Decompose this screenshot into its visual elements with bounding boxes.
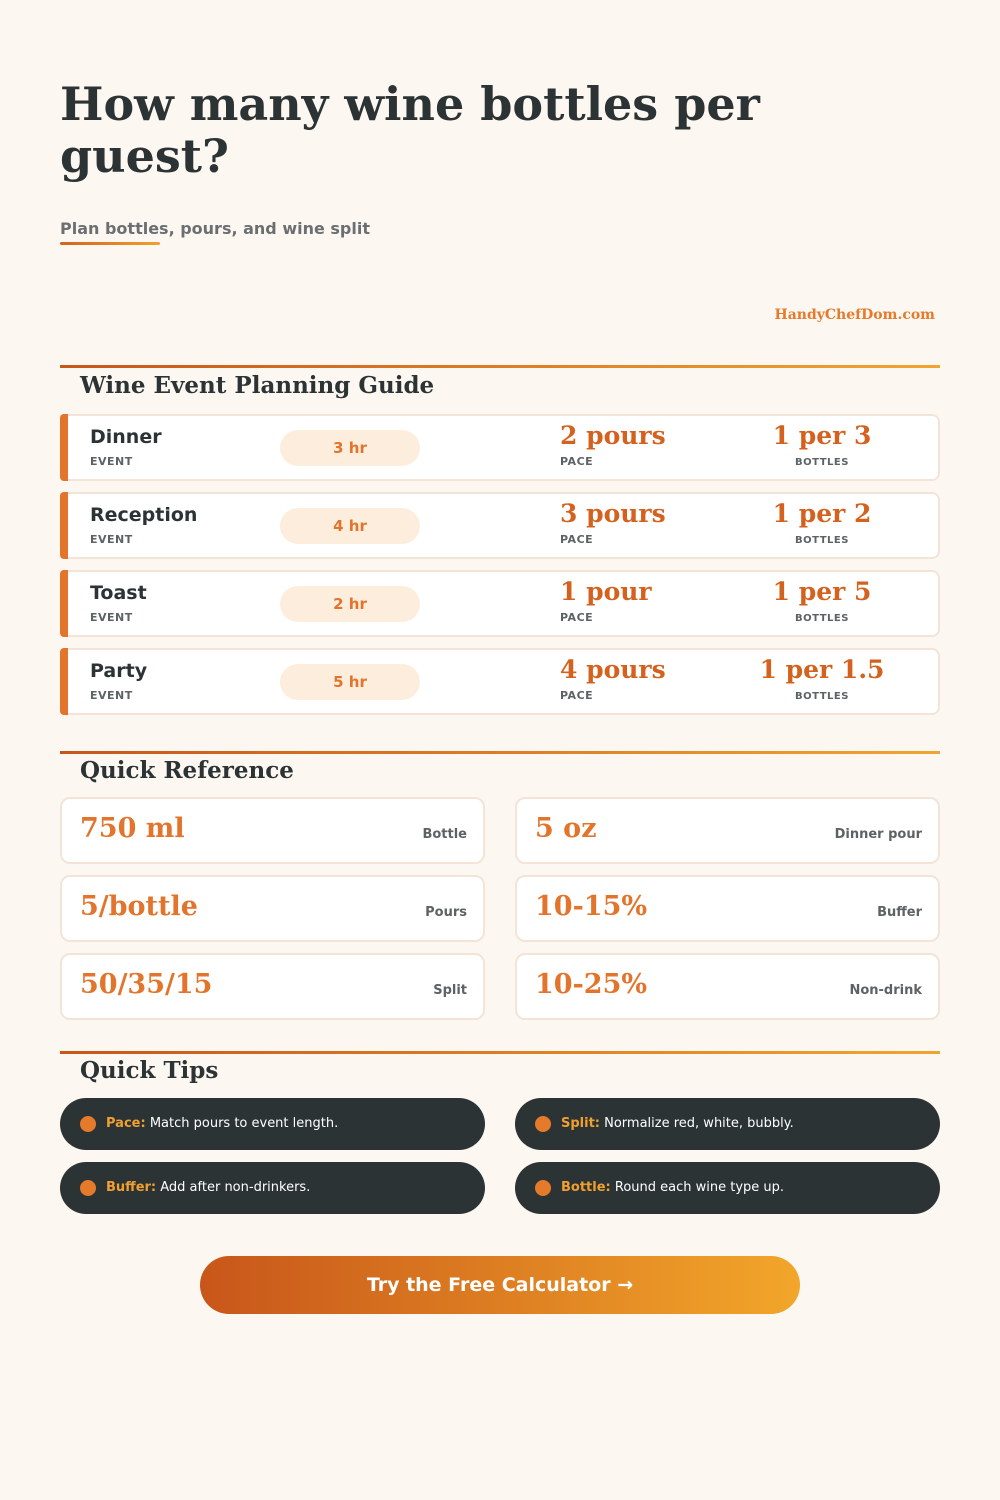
event-name: Reception [90, 504, 198, 526]
tip-body: Normalize red, white, bubbly. [600, 1116, 794, 1131]
tip-text [561, 1116, 794, 1131]
pace-value: 2 pours [560, 421, 666, 450]
bottles-label: BOTTLES [795, 691, 849, 702]
bottles-value: 1 per 1.5 [759, 655, 885, 684]
duration-pill: 3 hr [280, 430, 420, 466]
reference-label: Bottle [422, 827, 467, 842]
pace-label: PACE [560, 689, 594, 702]
bottles-value: 1 per 3 [772, 421, 872, 450]
reference-card [60, 953, 485, 1020]
duration-pill: 2 hr [280, 586, 420, 622]
section-divider [60, 1051, 940, 1054]
reference-value: 5/bottle [80, 891, 198, 922]
page-subtitle: Plan bottles, pours, and wine split [60, 219, 370, 238]
bullet-dot-icon [80, 1116, 96, 1132]
tip-key: Buffer: [106, 1180, 157, 1195]
row-accent [60, 648, 68, 715]
reference-label: Dinner pour [834, 827, 922, 842]
event-row-party [60, 648, 940, 715]
duration-pill: 5 hr [280, 664, 420, 700]
section-divider [60, 751, 940, 754]
tip-key: Pace: [106, 1116, 146, 1131]
reference-value: 750 ml [80, 813, 185, 844]
reference-card [515, 953, 940, 1020]
row-accent [60, 414, 68, 481]
reference-value: 10-15% [535, 891, 648, 922]
pace-label: PACE [560, 611, 594, 624]
tip-card [60, 1098, 485, 1150]
calculator-cta-button[interactable]: Try the Free Calculator → [200, 1256, 800, 1314]
tip-body: Add after non-drinkers. [156, 1180, 311, 1195]
event-label: EVENT [90, 689, 133, 702]
event-label: EVENT [90, 611, 133, 624]
tip-key: Split: [561, 1116, 600, 1131]
bottles-label: BOTTLES [795, 535, 849, 546]
duration-pill: 4 hr [280, 508, 420, 544]
reference-value: 50/35/15 [80, 969, 213, 1000]
pace-value: 1 pour [560, 577, 652, 606]
tip-key: Bottle: [561, 1180, 611, 1195]
reference-label: Pours [425, 905, 467, 920]
reference-card [60, 797, 485, 864]
reference-card [60, 875, 485, 942]
event-row-toast [60, 570, 940, 637]
section-divider [60, 365, 940, 368]
tip-card [60, 1162, 485, 1214]
reference-card [515, 797, 940, 864]
bottles-value: 1 per 5 [772, 577, 872, 606]
pace-value: 3 pours [560, 499, 666, 528]
tip-text [106, 1180, 310, 1195]
row-accent [60, 492, 68, 559]
bullet-dot-icon [80, 1180, 96, 1196]
reference-label: Split [433, 983, 467, 998]
brand-link[interactable]: HandyChefDom.com [774, 307, 935, 323]
bottles-value: 1 per 2 [772, 499, 872, 528]
tip-card [515, 1098, 940, 1150]
tip-body: Round each wine type up. [610, 1180, 785, 1195]
reference-value: 10-25% [535, 969, 648, 1000]
event-name: Toast [90, 582, 147, 604]
reference-label: Non-drink [849, 983, 922, 998]
reference-card [515, 875, 940, 942]
tip-text [106, 1116, 338, 1131]
subtitle-underline [60, 242, 160, 245]
pace-label: PACE [560, 455, 594, 468]
event-label: EVENT [90, 455, 133, 468]
event-row-dinner [60, 414, 940, 481]
reference-value: 5 oz [535, 813, 597, 844]
row-accent [60, 570, 68, 637]
event-name: Party [90, 660, 148, 682]
tip-card [515, 1162, 940, 1214]
tip-text [561, 1180, 784, 1195]
bottles-label: BOTTLES [795, 613, 849, 624]
bullet-dot-icon [535, 1116, 551, 1132]
event-row-reception [60, 492, 940, 559]
planning-title: Wine Event Planning Guide [80, 372, 435, 399]
tips-title: Quick Tips [80, 1057, 219, 1084]
pace-label: PACE [560, 533, 594, 546]
event-label: EVENT [90, 533, 133, 546]
bottles-label: BOTTLES [795, 457, 849, 468]
reference-title: Quick Reference [80, 757, 294, 784]
event-name: Dinner [90, 426, 162, 448]
reference-label: Buffer [877, 905, 922, 920]
bullet-dot-icon [535, 1180, 551, 1196]
page-title: How many wine bottles per guest? [60, 77, 760, 183]
tip-body: Match pours to event length. [145, 1116, 339, 1131]
pace-value: 4 pours [560, 655, 666, 684]
